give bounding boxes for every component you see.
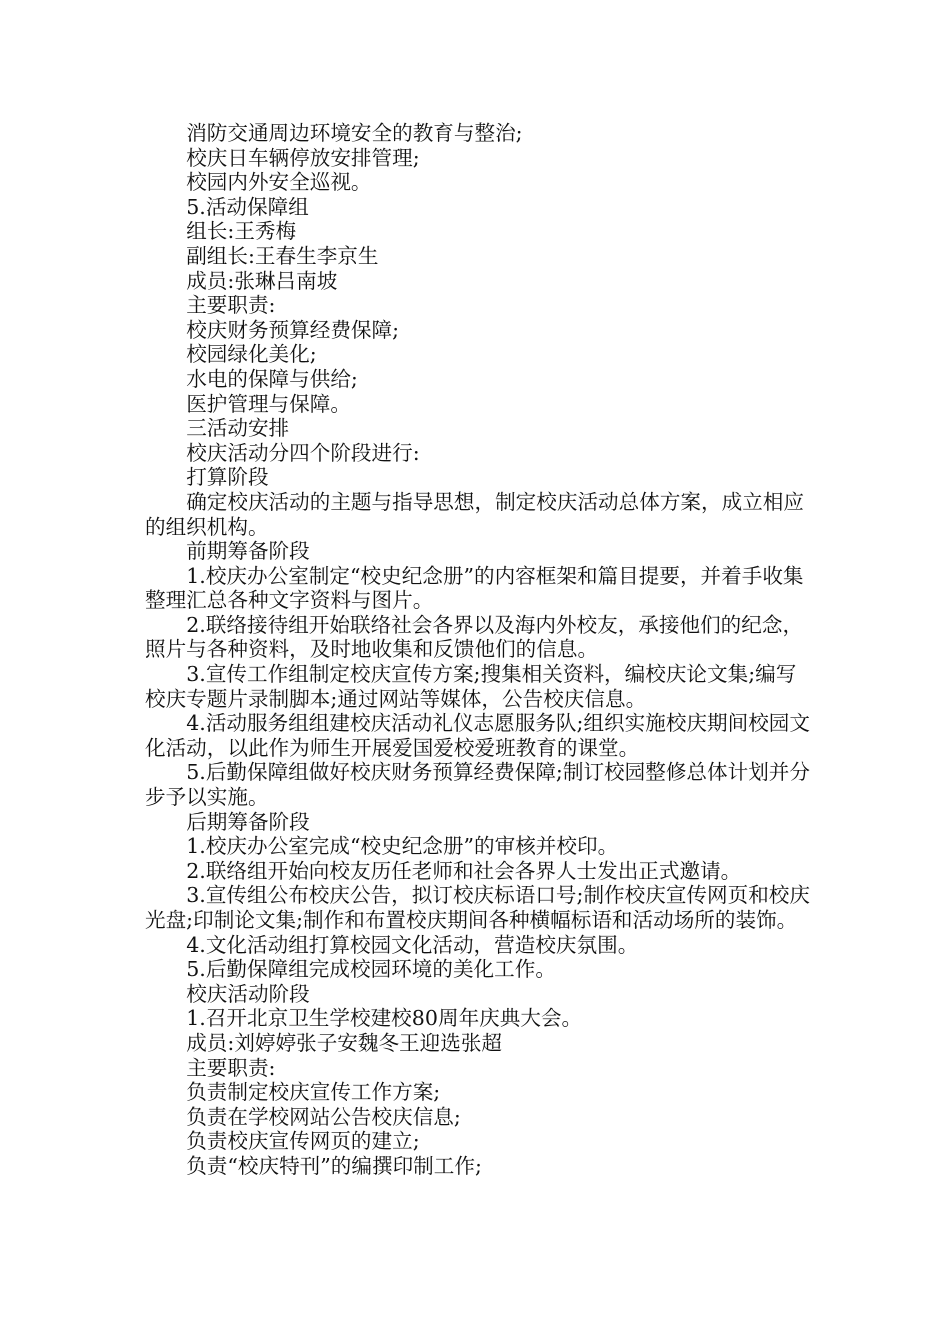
paragraph: 4.活动服务组组建校庆活动礼仪志愿服务队;组织实施校庆期间校园文化活动，以此作为师生开展爱国爱校爱班教育的课堂。 [145,711,810,760]
text-line: 成员:张琳吕南坡 [186,268,338,293]
section-heading: 5.活动保障组 [186,194,309,219]
text-line: 消防交通周边环境安全的教育与整治; [186,121,523,145]
paragraph: 5.后勤保障组做好校庆财务预算经费保障;制订校园整修总体计划并分步予以实施。 [145,760,810,810]
text-line: 负责校庆宣传网页的建立; [186,1129,420,1154]
paragraph: 确定校庆活动的主题与指导思想，制定校庆活动总体方案，成立相应的组织机构。 [145,489,804,539]
text-line: 负责制定校庆宣传工作方案; [186,1080,441,1105]
text-line: 组长:王秀梅 [186,219,297,244]
text-line: 校园内外安全巡视。 [186,170,372,195]
text-line: 校园绿化美化; [186,342,317,367]
document-body [145,121,815,1179]
paragraph: 4.文化活动组打算校园文化活动，营造校庆氛围。 [186,932,639,957]
section-heading: 校庆活动阶段 [186,981,310,1006]
section-heading: 前期筹备阶段 [186,539,310,564]
paragraph: 1.校庆办公室制定“校史纪念册”的内容框架和篇目提要，并着手收集整理汇总各种文字资料与图片。 [145,563,804,613]
paragraph: 2.联络接待组开始联络社会各界以及海内外校友，承接他们的纪念，照片与各种资料，及时地收集和反馈他们的信息。 [145,612,804,662]
text-line: 水电的保障与供给; [186,366,358,391]
text-line: 副组长:王春生李京生 [186,243,379,268]
paragraph: 1.校庆办公室完成“校史纪念册”的审核并校印。 [186,834,619,859]
paragraph: 3.宣传工作组制定校庆宣传方案;搜集相关资料，编校庆论文集;编写校庆专题片录制脚本;通过网站等媒体，公告校庆信息。 [145,662,797,711]
paragraph: 1.召开北京卫生学校建校80周年庆典大会。 [186,1006,583,1031]
text-line: 校庆日车辆停放安排管理; [186,145,420,170]
paragraph: 5.后勤保障组完成校园环境的美化工作。 [186,957,556,982]
section-heading: 打算阶段 [186,465,269,490]
paragraph: 2.联络组开始向校友历任老师和社会各界人士发出正式邀请。 [186,858,742,883]
text-line: 主要职责: [186,293,276,318]
text-line: 成员:刘婷婷张子安魏冬王迎选张超 [186,1030,503,1055]
paragraph: 3.宣传组公布校庆公告，拟订校庆标语口号;制作校庆宣传网页和校庆光盘;印制论文集;制作和布置校庆期间各种横幅标语和活动场所的装饰。 [145,883,810,932]
text-line: 医护管理与保障。 [186,391,351,416]
section-heading: 三活动安排 [186,416,290,441]
text-line: 主要职责: [186,1055,276,1080]
text-line: 负责在学校网站公告校庆信息; [186,1104,461,1129]
text-line: 校庆活动分四个阶段进行: [186,440,420,465]
section-heading: 后期筹备阶段 [186,809,310,834]
text-line: 校庆财务预算经费保障; [186,317,400,342]
text-line: 负责“校庆特刊”的编撰印制工作; [186,1153,482,1178]
